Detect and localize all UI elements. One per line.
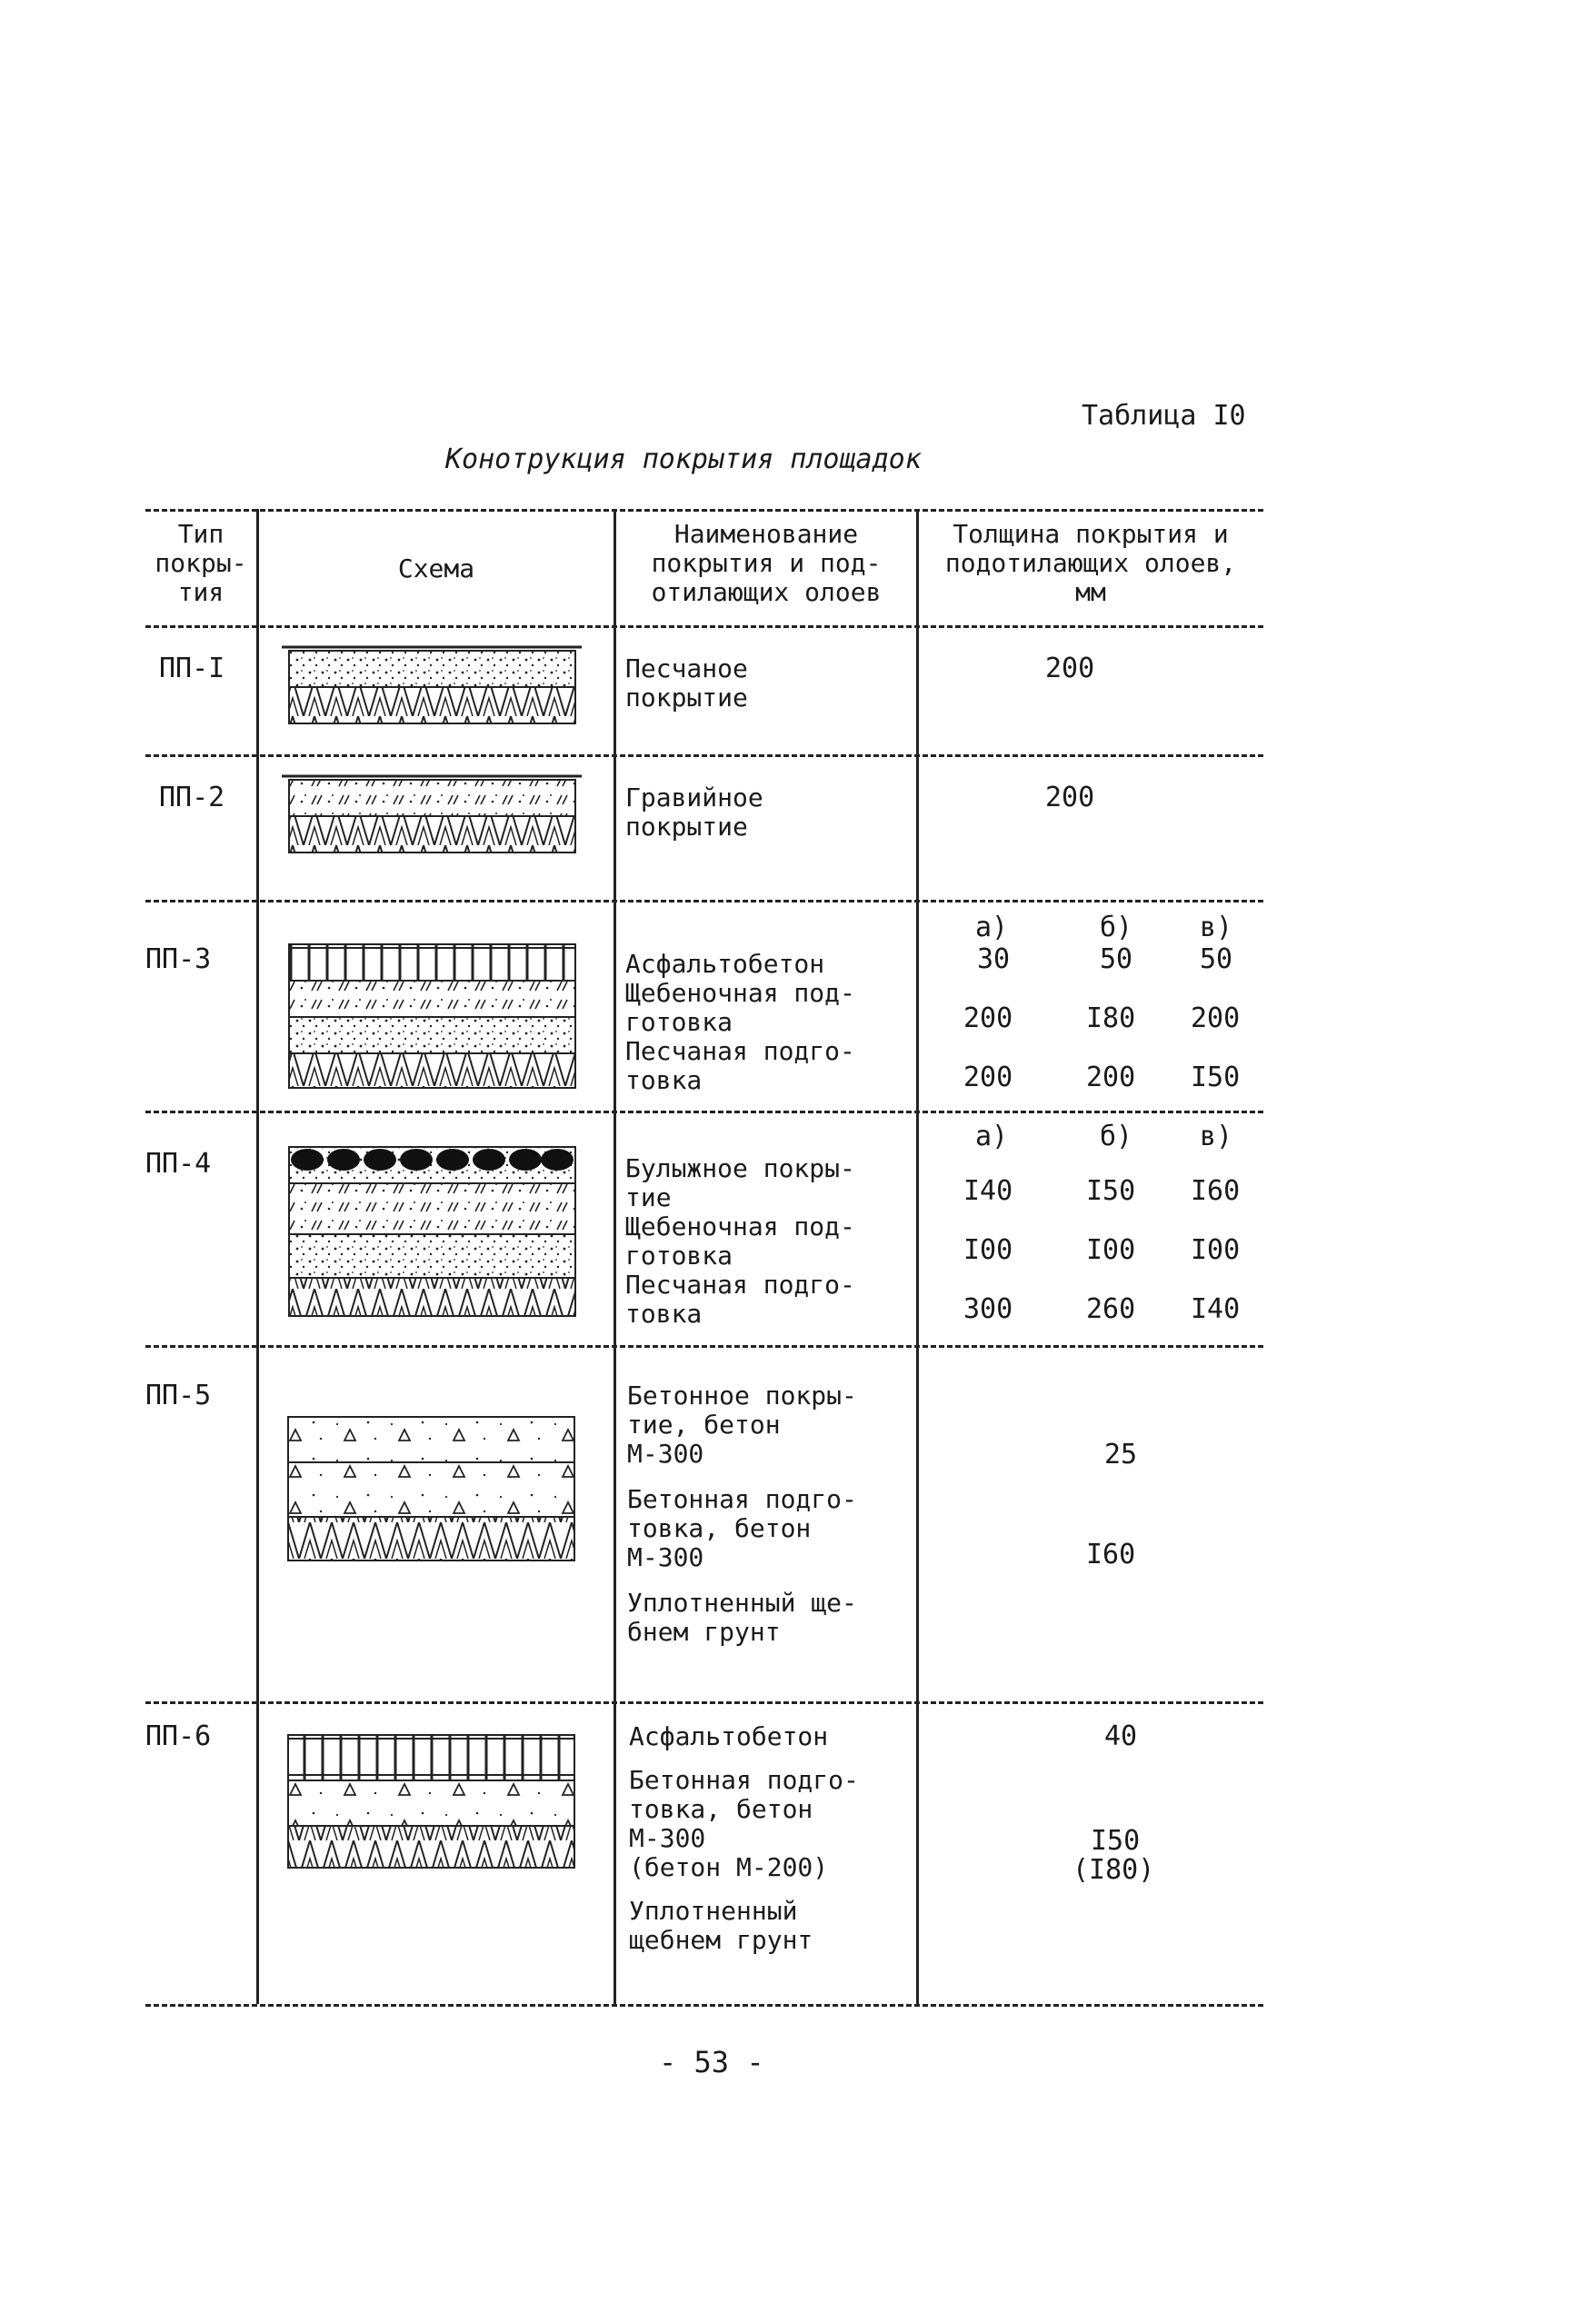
header-type: Тип покры- тия	[155, 519, 247, 607]
row-type-6: ПП-6	[145, 1720, 212, 1752]
header-rule	[145, 625, 1263, 628]
row-6-names: Асфальтобетон Бетонная подго- товка, бетон М-300 (бетон М-200) Уплотненный щебнем грунт	[629, 1721, 859, 1955]
col-rule	[613, 509, 616, 2004]
value: 200	[1191, 1002, 1241, 1034]
header-name: Наименование покрытия и под- отилающих олоев	[651, 519, 882, 607]
row-type-1: ПП-I	[159, 653, 225, 684]
value: I50	[1191, 1062, 1241, 1093]
row-1-names: Песчаное покрытие	[625, 653, 748, 713]
value: 200	[1086, 1062, 1136, 1093]
row-rule	[145, 900, 1263, 902]
row-rule	[145, 1345, 1263, 1348]
value: 50	[1200, 943, 1233, 975]
header-thickness: Толщина покрытия и подотилающих олоев, мм	[944, 519, 1237, 607]
scheme-sand	[282, 643, 591, 734]
variant-a: а)	[975, 912, 1009, 943]
table-bottom-rule	[145, 2004, 1263, 2007]
value: I00	[1086, 1234, 1136, 1266]
row-rule	[145, 1111, 1263, 1113]
row-type-4: ПП-4	[145, 1148, 212, 1180]
variant-b: б)	[1100, 1121, 1133, 1152]
value: 200	[963, 1062, 1013, 1093]
value: 300	[963, 1293, 1013, 1325]
row-rule	[145, 1701, 1263, 1704]
variant-c: в)	[1200, 1121, 1233, 1152]
value: I00	[1191, 1234, 1241, 1266]
scheme-asphalt-concrete	[277, 1731, 591, 1877]
variant-b: б)	[1100, 912, 1133, 943]
row-rule	[145, 754, 1263, 757]
variant-a: а)	[975, 1121, 1009, 1152]
value: I80	[1086, 1002, 1136, 1034]
row-5-names: Бетонное покры- тие, бетон М-300 Бетонная подго- товка, бетон М-300 Уплотненный ще- бнем грунт	[627, 1381, 857, 1647]
row-2-thickness: 200	[1045, 782, 1095, 813]
header-scheme: Схема	[397, 553, 475, 583]
value: I00	[963, 1234, 1013, 1266]
row-6-thickness-1: 40	[1104, 1720, 1138, 1752]
table-number: Таблица I0	[1082, 400, 1246, 432]
scheme-asphalt	[282, 941, 591, 1095]
row-5-thickness-1: 25	[1104, 1439, 1138, 1471]
row-4-names: Булыжное покры- тие Щебеночная под- готовка Песчаная подго- товка	[625, 1153, 855, 1329]
col-rule	[916, 509, 919, 2004]
value: I60	[1191, 1175, 1241, 1207]
row-type-2: ПП-2	[159, 782, 225, 813]
col-rule	[256, 509, 259, 2004]
row-type-3: ПП-3	[145, 943, 212, 975]
scheme-cobblestone	[282, 1143, 591, 1325]
value: 50	[1100, 943, 1133, 975]
row-6-thickness-2: I50	[1091, 1825, 1141, 1857]
variant-c: в)	[1200, 912, 1233, 943]
row-5-thickness-2: I60	[1086, 1539, 1136, 1570]
page-number: - 53 -	[659, 2045, 764, 2079]
table-title: Конотрукция покрытия площадок	[445, 444, 922, 475]
row-6-thickness-3: (I80)	[1072, 1854, 1155, 1886]
row-2-names: Гравийное покрытие	[625, 783, 763, 842]
value: 260	[1086, 1293, 1136, 1325]
table-top-rule	[145, 509, 1263, 512]
row-type-5: ПП-5	[145, 1380, 212, 1411]
value: I50	[1086, 1175, 1136, 1207]
scheme-gravel	[282, 773, 591, 863]
row-1-thickness: 200	[1045, 653, 1095, 684]
value: 200	[963, 1002, 1013, 1034]
value: 30	[977, 943, 1011, 975]
row-3-names: Асфальтобетон Щебеночная под- готовка Песчаная подго- товка	[625, 949, 855, 1095]
value: I40	[963, 1175, 1013, 1207]
scheme-concrete	[277, 1413, 591, 1572]
value: I40	[1191, 1293, 1241, 1325]
